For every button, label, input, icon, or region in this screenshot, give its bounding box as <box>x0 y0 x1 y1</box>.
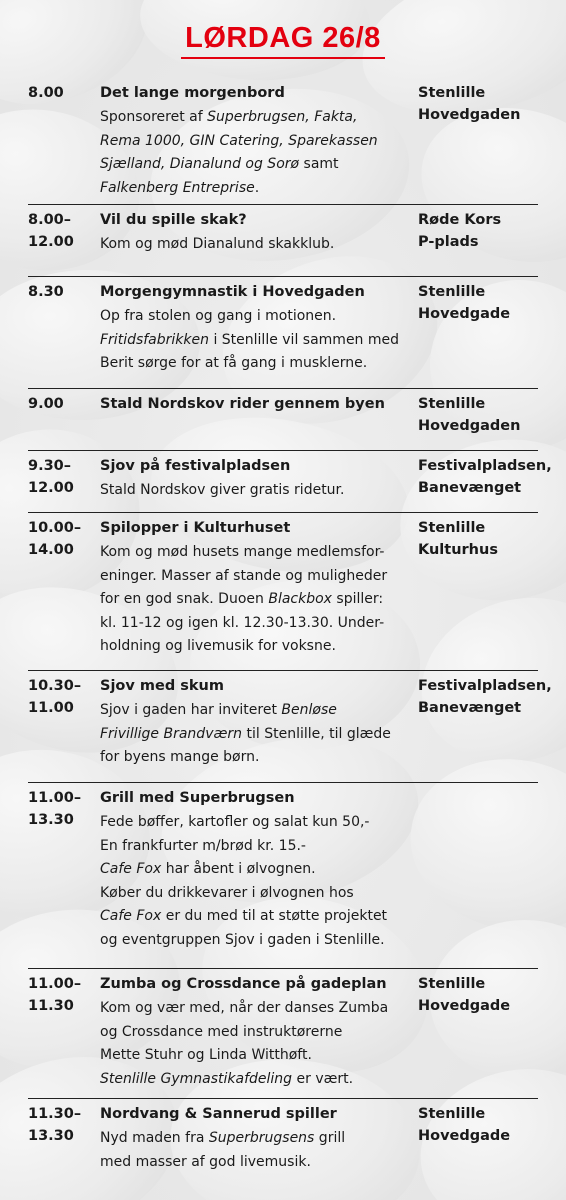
event-time <box>28 393 96 415</box>
event-location <box>418 209 543 253</box>
event-list <box>28 78 552 1179</box>
event-location <box>418 281 543 325</box>
event-location-line: Stenlille <box>418 85 486 101</box>
description-line <box>100 929 418 953</box>
event-location-line: Hovedgaden <box>418 418 521 434</box>
event-title: Sjov på festivalpladsen <box>100 458 291 474</box>
event-location-line: Røde Kors <box>418 212 502 228</box>
event-description <box>100 811 418 952</box>
text-segment: Fede bøffer, kartofler og salat kun 50,- <box>100 814 370 830</box>
description-line <box>100 1021 418 1045</box>
description-line <box>100 811 418 835</box>
event-time-line: 11.00– <box>28 976 82 992</box>
text-segment: spiller: <box>331 591 384 607</box>
page-title: LØRDAG 26/8 <box>181 18 385 59</box>
description-line <box>100 106 418 130</box>
event-title: Vil du spille skak? <box>100 212 247 228</box>
event-time <box>28 209 96 253</box>
event-location <box>418 82 543 126</box>
event-time-line: 9.00 <box>28 396 64 412</box>
event-time-line: 11.00– <box>28 790 82 806</box>
event-row <box>28 513 538 671</box>
event-location-line: Kulturhus <box>418 542 498 558</box>
event-title: Zumba og Crossdance på gadeplan <box>100 976 387 992</box>
event-title: Morgengymnastik i Hovedgaden <box>100 284 365 300</box>
event-time-line: 8.30 <box>28 284 64 300</box>
event-location-line: Hovedgade <box>418 306 511 322</box>
description-line <box>100 1044 418 1068</box>
description-line <box>100 541 418 565</box>
page-header <box>0 18 566 59</box>
event-title: Nordvang & Sannerud spiller <box>100 1106 337 1122</box>
italic-text: Falkenberg Entreprise <box>100 179 255 196</box>
event-time-line: 9.30– <box>28 458 72 474</box>
description-line <box>100 565 418 589</box>
italic-text: Cafe Fox <box>100 908 162 924</box>
description-line <box>100 635 418 659</box>
description-line <box>100 835 418 859</box>
event-time <box>28 517 96 561</box>
event-location <box>418 455 552 499</box>
description-line <box>100 588 418 612</box>
event-location-line: Stenlille <box>418 976 486 992</box>
text-segment: En frankfurter m/brød kr. 15.- <box>100 837 306 854</box>
event-time-line: 11.30 <box>28 998 74 1014</box>
text-segment: for en god snak. Duoen <box>100 591 269 607</box>
event-description <box>100 541 418 659</box>
text-segment: Nyd maden fra <box>100 1130 209 1146</box>
text-segment: Kom og mød Dianalund skakklub. <box>100 236 335 252</box>
text-segment: er du med til at støtte projektet <box>161 908 388 924</box>
event-row <box>28 1099 538 1179</box>
event-location-line: Stenlille <box>418 284 486 300</box>
event-time-line: 12.00 <box>28 234 74 250</box>
event-location <box>418 393 543 437</box>
event-title: Stald Nordskov rider gennem byen <box>100 396 385 412</box>
event-location-line: Hovedgade <box>418 998 511 1014</box>
event-description <box>100 699 418 770</box>
event-location-line: Hovedgade <box>418 1128 511 1144</box>
description-line <box>100 233 418 257</box>
event-time-line: 12.00 <box>28 480 74 496</box>
event-time <box>28 1103 96 1147</box>
text-segment: . <box>254 179 260 196</box>
event-time-line: 8.00 <box>28 85 64 101</box>
text-segment: Kom og vær med, når der danses Zumba <box>100 1000 389 1016</box>
text-segment: og Crossdance med instruktørerne <box>100 1023 343 1040</box>
text-segment: Køber du drikkevarer i ølvognen hos <box>100 884 354 901</box>
event-description <box>100 479 418 503</box>
event-location-line: Banevænget <box>418 480 522 496</box>
event-title: Spilopper i Kulturhuset <box>100 520 291 536</box>
event-location-line: Hovedgaden <box>418 107 521 123</box>
description-line <box>100 1151 418 1175</box>
text-segment: Sjov i gaden har inviteret <box>100 702 282 718</box>
event-title: Sjov med skum <box>100 678 224 694</box>
text-segment: for byens mange børn. <box>100 749 260 765</box>
text-segment: Stald Nordskov giver gratis ridetur. <box>100 482 345 498</box>
italic-text: Benløse <box>281 702 337 718</box>
text-segment: har åbent i ølvognen. <box>161 861 316 877</box>
italic-text: Blackbox <box>268 591 332 607</box>
text-segment: Mette Stuhr og Linda Witthøft. <box>100 1047 312 1063</box>
event-time-line: 10.00– <box>28 520 82 536</box>
italic-text: Sjælland, Dianalund og Sorø <box>100 156 300 172</box>
event-time <box>28 675 96 719</box>
event-row <box>28 671 552 783</box>
italic-text: Stenlille Gymnastikafdeling <box>100 1070 293 1087</box>
event-row <box>28 969 538 1099</box>
event-location-line: Festivalpladsen, <box>418 678 552 694</box>
text-segment: Sponsoreret af <box>100 109 208 125</box>
event-time-line: 11.00 <box>28 700 74 716</box>
event-time <box>28 82 96 104</box>
description-line <box>100 882 418 906</box>
text-segment: til Stenlille, til glæde <box>242 725 391 742</box>
event-title: Det lange morgenbord <box>100 85 285 101</box>
text-segment: er vært. <box>292 1070 354 1087</box>
text-segment: med masser af god livemusik. <box>100 1153 311 1170</box>
event-location <box>418 675 552 719</box>
event-row <box>28 389 538 451</box>
event-location <box>418 1103 543 1147</box>
event-row <box>28 205 538 277</box>
description-line <box>100 153 418 177</box>
event-time-line: 8.00– <box>28 212 72 228</box>
italic-text: Superbrugsen, Fakta, <box>207 109 358 125</box>
event-description <box>100 233 418 257</box>
description-line <box>100 746 418 770</box>
event-title: Grill med Superbrugsen <box>100 790 295 806</box>
text-segment: kl. 11-12 og igen kl. 12.30-13.30. Under- <box>100 614 385 631</box>
description-line <box>100 905 418 929</box>
description-line <box>100 177 418 201</box>
description-line <box>100 723 418 747</box>
event-time-line: 13.30 <box>28 1128 74 1144</box>
event-description <box>100 305 418 376</box>
text-segment: Kom og mød husets mange medlemsfor- <box>100 544 385 560</box>
event-location-line: Stenlille <box>418 1106 486 1122</box>
event-row <box>28 78 538 205</box>
event-location-line: Festivalpladsen, <box>418 458 552 474</box>
event-location <box>418 973 543 1017</box>
text-segment: Op fra stolen og gang i motionen. <box>100 308 337 324</box>
event-time <box>28 455 96 499</box>
description-line <box>100 352 418 376</box>
text-segment: samt <box>299 156 339 172</box>
event-description <box>100 997 418 1091</box>
italic-text: Frivillige Brandværn <box>100 725 243 742</box>
text-segment: Berit sørge for at få gang i musklerne. <box>100 355 368 371</box>
event-row <box>28 451 552 513</box>
event-location-line: Stenlille <box>418 520 486 536</box>
event-row <box>28 277 538 389</box>
event-time <box>28 281 96 303</box>
event-time <box>28 787 96 831</box>
event-time-line: 14.00 <box>28 542 74 558</box>
event-time-line: 11.30– <box>28 1106 82 1122</box>
text-segment: og eventgruppen Sjov i gaden i Stenlille. <box>100 931 385 948</box>
event-time <box>28 973 96 1017</box>
text-segment: eninger. Masser af stande og muligheder <box>100 567 388 584</box>
description-line <box>100 1127 418 1151</box>
event-location-line: P-plads <box>418 234 479 250</box>
event-time-line: 13.30 <box>28 812 74 828</box>
description-line <box>100 305 418 329</box>
description-line <box>100 858 418 882</box>
italic-text: Fritidsfabrikken <box>100 331 209 348</box>
description-line <box>100 612 418 636</box>
event-description <box>100 1127 418 1174</box>
event-location <box>418 517 543 561</box>
text-segment: i Stenlille vil sammen med <box>209 331 400 348</box>
italic-text: Superbrugsens <box>208 1130 315 1146</box>
description-line <box>100 1068 418 1092</box>
description-line <box>100 479 418 503</box>
description-line <box>100 329 418 353</box>
text-segment: holdning og livemusik for voksne. <box>100 638 336 654</box>
event-location-line: Stenlille <box>418 396 486 412</box>
event-description <box>100 106 418 200</box>
italic-text: Rema 1000, GIN Catering, Sparekassen <box>100 132 378 149</box>
event-row <box>28 783 538 969</box>
text-segment: grill <box>314 1130 346 1146</box>
description-line <box>100 130 418 154</box>
event-location-line: Banevænget <box>418 700 522 716</box>
description-line <box>100 997 418 1021</box>
event-time-line: 10.30– <box>28 678 82 694</box>
description-line <box>100 699 418 723</box>
italic-text: Cafe Fox <box>100 861 162 877</box>
